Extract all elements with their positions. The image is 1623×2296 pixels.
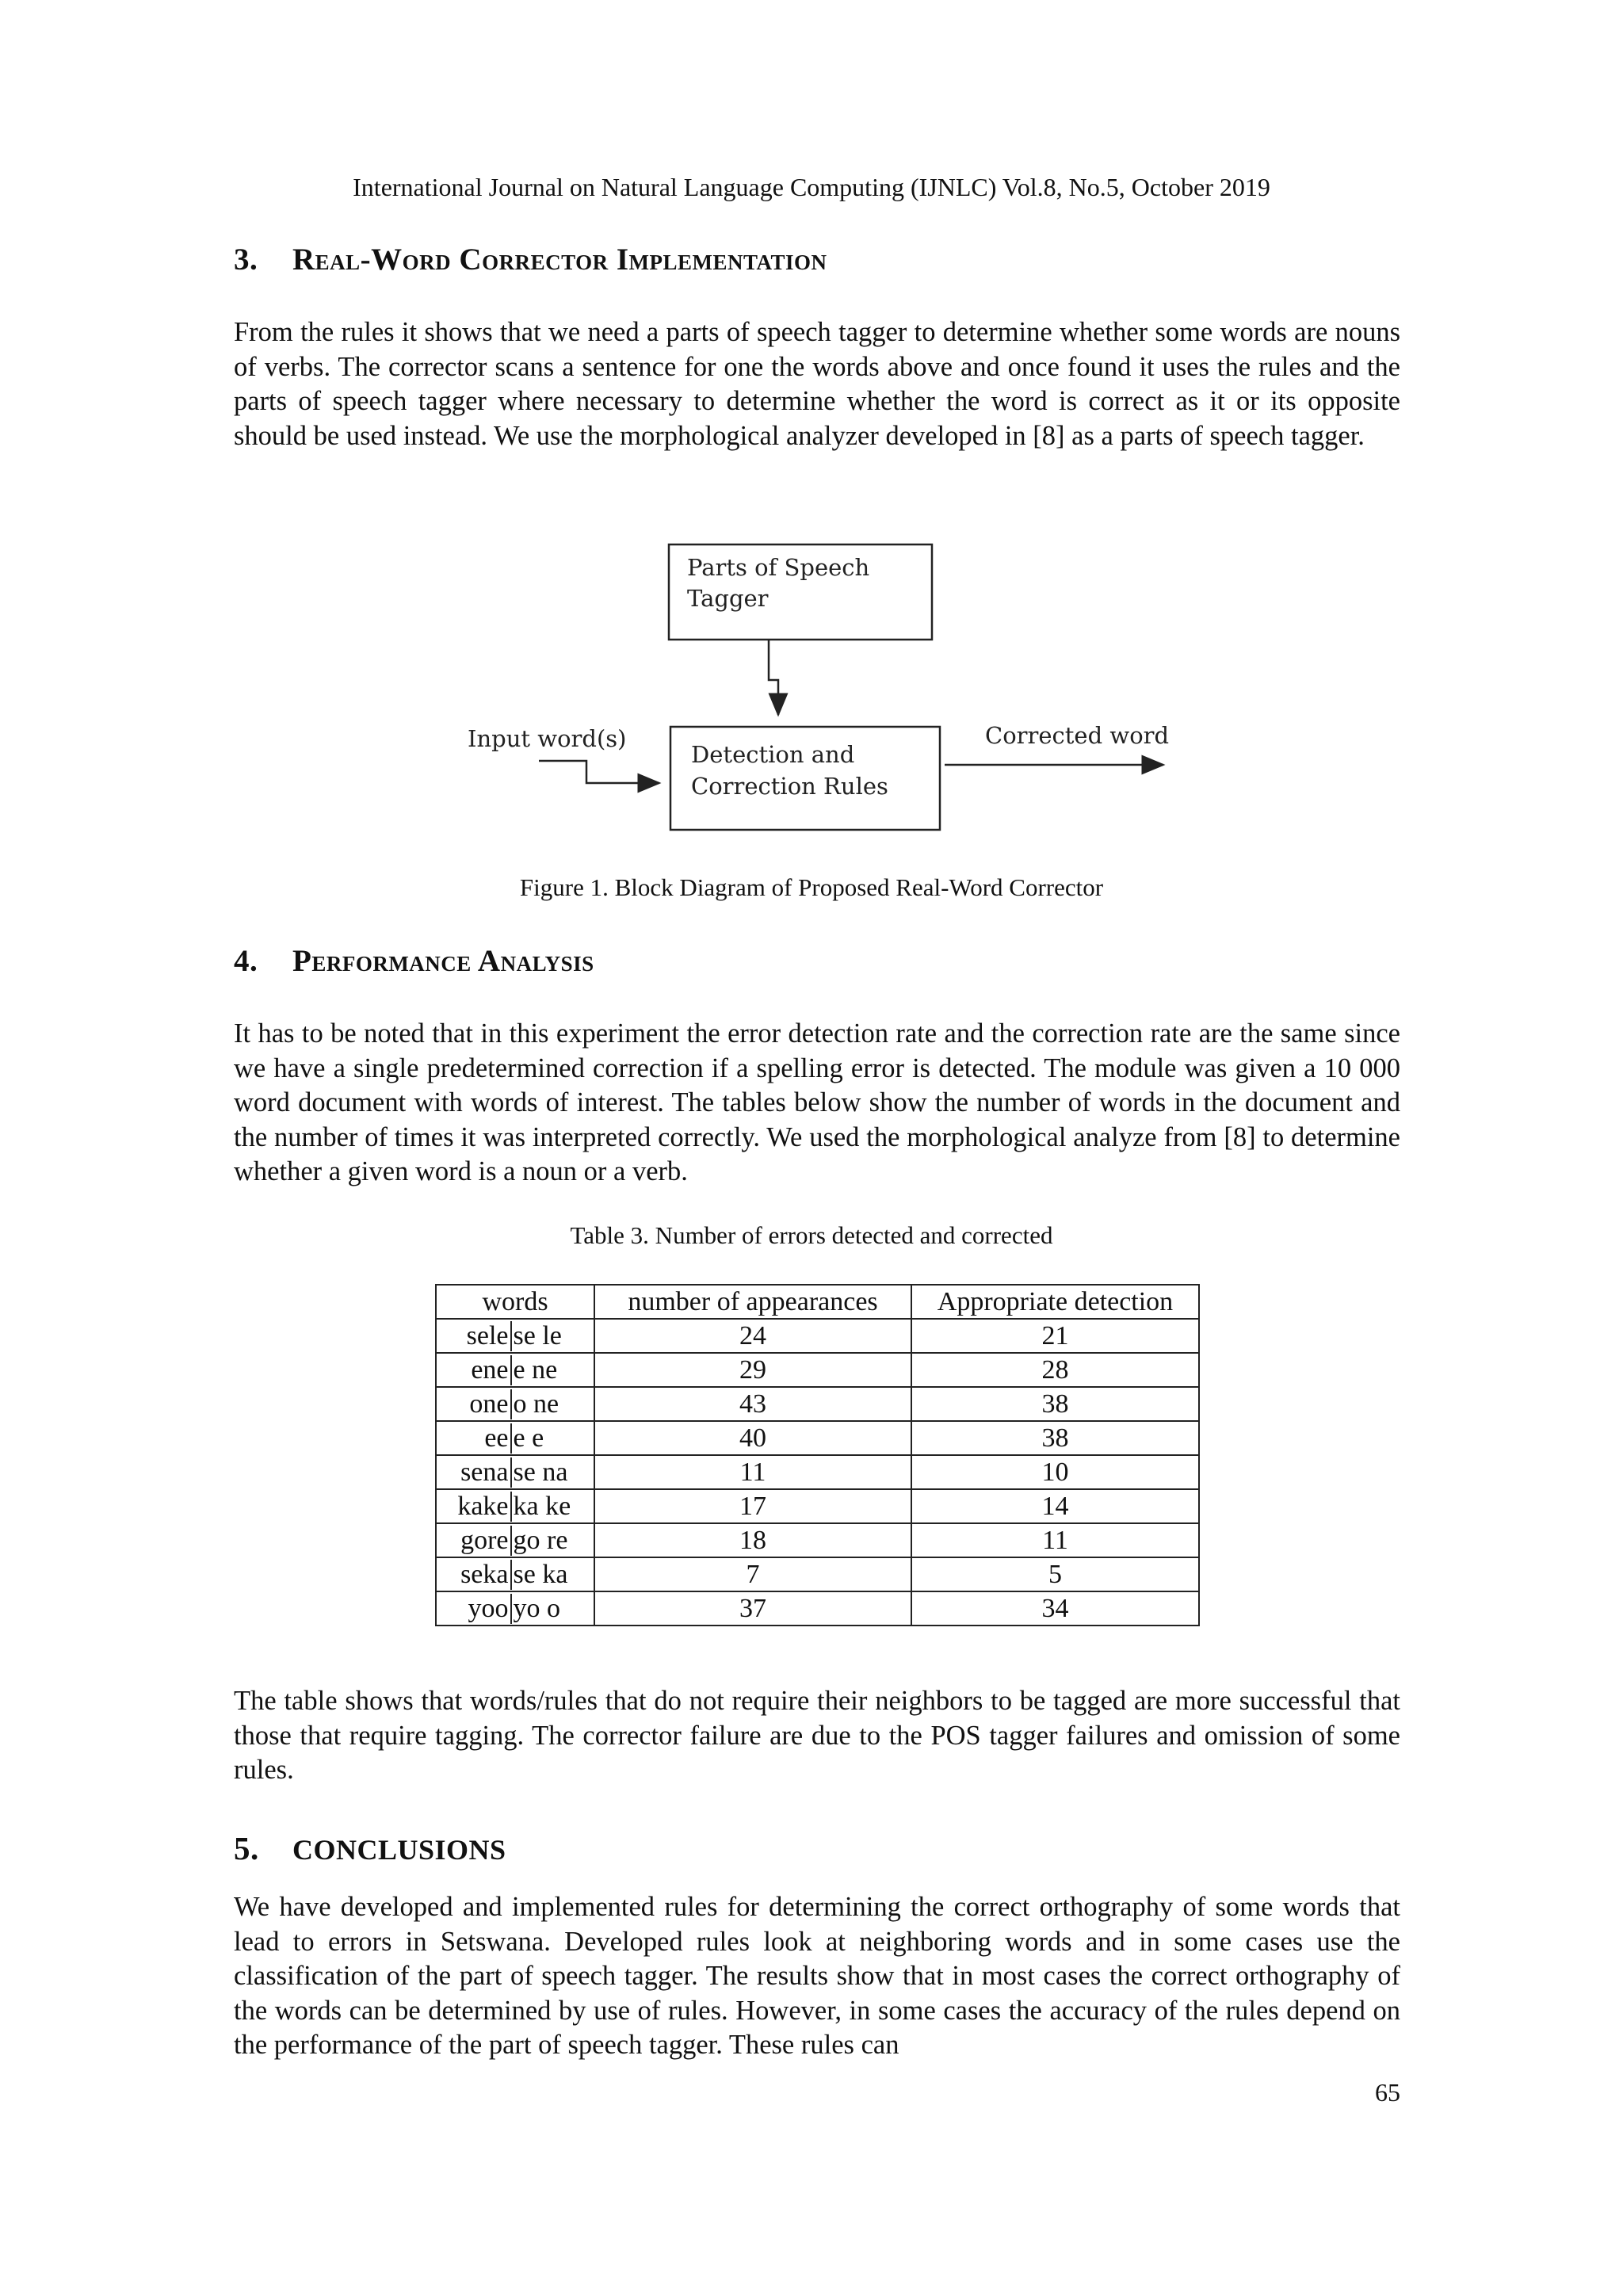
table-row: [436, 1319, 1199, 1353]
section-4-heading: [234, 943, 594, 979]
word-joined: kake: [446, 1492, 512, 1522]
cell-appearances: 40: [594, 1421, 911, 1455]
section-3-number: 3.: [234, 243, 258, 277]
cell-word: [436, 1319, 594, 1353]
word-split: se na: [513, 1457, 568, 1487]
cell-appearances: 29: [594, 1353, 911, 1387]
cell-detection: 38: [911, 1421, 1199, 1455]
header-words: words: [436, 1285, 594, 1319]
header-detection: Appropriate detection: [911, 1285, 1199, 1319]
section-5-title: CONCLUSIONS: [292, 1834, 506, 1866]
word-joined: one: [446, 1389, 512, 1419]
cell-word: [436, 1591, 594, 1626]
cell-appearances: 11: [594, 1455, 911, 1489]
detection-rules-label-2: Correction Rules: [691, 773, 888, 800]
table-row: [436, 1455, 1199, 1489]
cell-appearances: 43: [594, 1387, 911, 1421]
cell-word: [436, 1489, 594, 1523]
block-diagram-svg: [444, 531, 1197, 848]
table-row: [436, 1489, 1199, 1523]
cell-word: [436, 1421, 594, 1455]
word-split: ka ke: [513, 1491, 571, 1521]
block-diagram: [444, 531, 1197, 848]
word-split: go re: [513, 1525, 568, 1555]
input-word-label: Input word(s): [468, 725, 627, 752]
section-3-heading: [234, 242, 827, 277]
running-head: International Journal on Natural Language Computing (IJNLC) Vol.8, No.5, October 2019: [353, 173, 1270, 201]
table-row: [436, 1387, 1199, 1421]
cell-appearances: 17: [594, 1489, 911, 1523]
table-row: [436, 1353, 1199, 1387]
word-joined: gore: [446, 1526, 512, 1556]
word-split: e e: [513, 1423, 544, 1453]
cell-word: [436, 1387, 594, 1421]
section-3-title: Real-Word Corrector Implementation: [292, 243, 827, 277]
section-5-heading: [234, 1829, 506, 1867]
section-4-title: Performance Analysis: [292, 944, 594, 978]
cell-appearances: 7: [594, 1557, 911, 1591]
cell-detection: 38: [911, 1387, 1199, 1421]
word-joined: seka: [446, 1560, 512, 1590]
cell-appearances: 24: [594, 1319, 911, 1353]
pos-tagger-label-1: Parts of Speech: [687, 554, 870, 581]
pos-tagger-label-2: Tagger: [687, 585, 769, 612]
cell-detection: 10: [911, 1455, 1199, 1489]
cell-detection: 34: [911, 1591, 1199, 1626]
cell-detection: 5: [911, 1557, 1199, 1591]
word-split: o ne: [513, 1389, 559, 1419]
word-joined: ene: [446, 1355, 512, 1385]
figure-1-caption: Figure 1. Block Diagram of Proposed Real-Word Corrector: [519, 873, 1104, 901]
section-3-paragraph: From the rules it shows that we need a parts of speech tagger to determine whether some words are nouns of verbs. The corrector scans a sentence for one the words above and once found it uses the rules and the parts of speech tagger where necessary to determine whether the word is correct as it or its opposite should be used instead. We use the morphological analyzer developed in [8] as a parts of speech tagger.: [234, 317, 1400, 451]
word-joined: sena: [446, 1457, 512, 1488]
section-4-after-table: The table shows that words/rules that do not require their neighbors to be tagged are more successful that those that require tagging. The corrector failure are due to the POS tagger failures and omission of some rules.: [234, 1686, 1400, 1785]
header-appearances: number of appearances: [594, 1285, 911, 1319]
input-arrow: [539, 761, 659, 783]
page-number: 65: [1375, 2078, 1400, 2107]
section-4-number: 4.: [234, 944, 258, 978]
word-joined: sele: [446, 1321, 512, 1351]
tagger-to-rules-arrow: [769, 640, 778, 715]
cell-word: [436, 1523, 594, 1557]
cell-detection: 28: [911, 1353, 1199, 1387]
cell-appearances: 18: [594, 1523, 911, 1557]
detection-rules-label-1: Detection and: [691, 741, 855, 768]
cell-word: [436, 1557, 594, 1591]
cell-word: [436, 1455, 594, 1489]
corrected-word-label: Corrected word: [985, 722, 1170, 749]
section-5-number: 5.: [234, 1830, 259, 1866]
word-joined: ee: [446, 1423, 512, 1454]
section-5-paragraph: We have developed and implemented rules for determining the correct orthography of some words that lead to errors in Setswana. Developed rules look at neighboring words and in some cases use the classification of the part of speech tagger. The results show that in most cases the correct orthography of the words can be determined by use of rules. However, in some cases the accuracy of the rules depend on the performance of the part of speech tagger. These rules can: [234, 1892, 1400, 2060]
table-row: [436, 1421, 1199, 1455]
word-split: e ne: [513, 1354, 558, 1385]
word-joined: yoo: [446, 1594, 512, 1624]
section-4-paragraph: It has to be noted that in this experiment the error detection rate and the correction rate are the same since we have a single predetermined correction if a spelling error is detected. The module was given a 10 000 word document with words of interest. The tables below show the number of words in the document and the number of times it was interpreted correctly. We used the morphological analyze from [8] to determine whether a given word is a noun or a verb.: [234, 1018, 1400, 1186]
table-header-row: [436, 1285, 1199, 1319]
word-split: se ka: [513, 1559, 568, 1589]
cell-word: [436, 1353, 594, 1387]
cell-appearances: 37: [594, 1591, 911, 1626]
table-row: [436, 1591, 1199, 1626]
word-split: yo o: [513, 1593, 560, 1623]
table-row: [436, 1557, 1199, 1591]
cell-detection: 14: [911, 1489, 1199, 1523]
table-row: [436, 1523, 1199, 1557]
cell-detection: 11: [911, 1523, 1199, 1557]
table-3-caption: Table 3. Number of errors detected and corrected: [570, 1221, 1053, 1249]
word-split: se le: [513, 1320, 562, 1350]
cell-detection: 21: [911, 1319, 1199, 1353]
errors-table: [435, 1284, 1200, 1626]
